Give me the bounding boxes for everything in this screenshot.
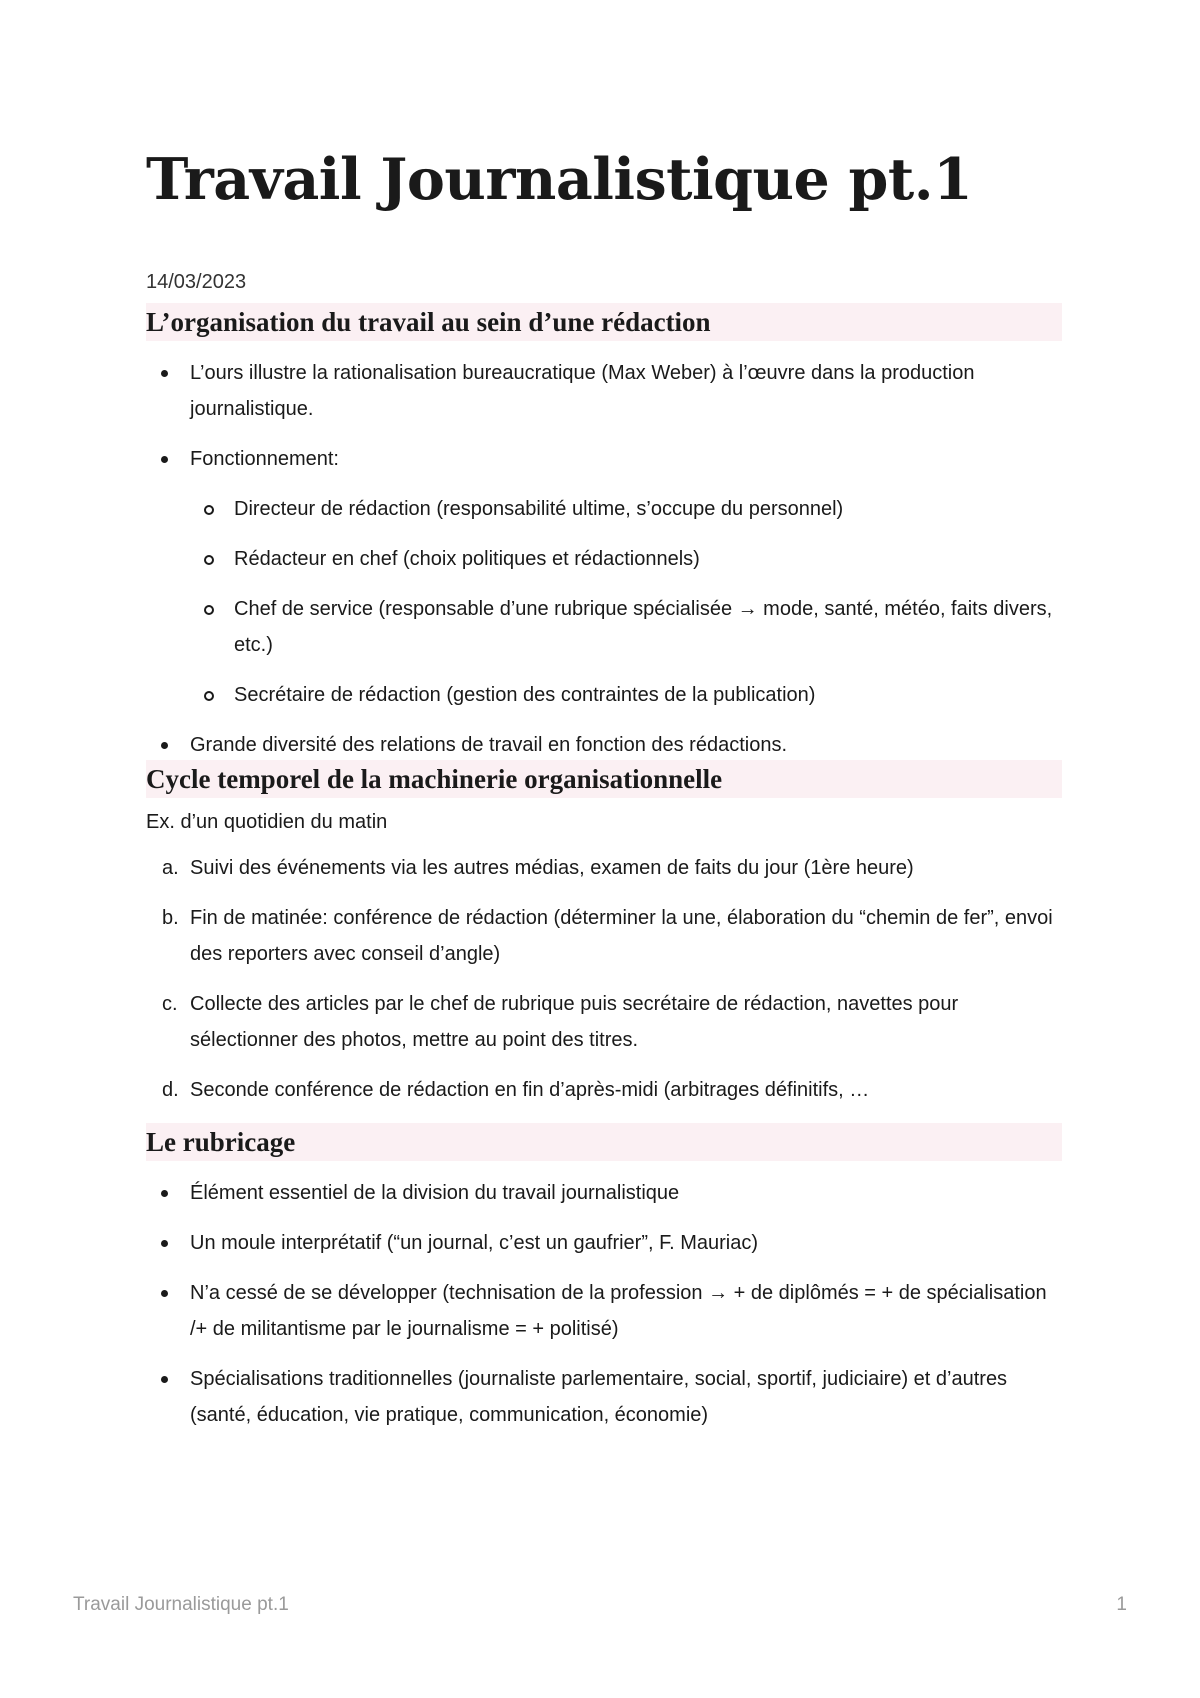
footer-title: Travail Journalistique pt.1 xyxy=(73,1594,289,1615)
ordered-list xyxy=(146,850,1062,1108)
section-heading: Cycle temporel de la machinerie organisationnelle xyxy=(146,760,1062,798)
list-item-text: Grande diversité des relations de travail en fonction des rédactions. xyxy=(190,734,788,756)
ordered-list-item xyxy=(146,1072,1062,1108)
list-item xyxy=(146,1361,1062,1433)
list-marker: d. xyxy=(162,1079,179,1101)
bullet-icon xyxy=(161,1240,168,1247)
sub-list-item-text: Rédacteur en chef (choix politiques et rédactionnels) xyxy=(234,548,700,570)
section-intro: Ex. d’un quotidien du matin xyxy=(146,811,388,833)
section-cycle-temporel xyxy=(146,760,1062,1108)
section-rubricage xyxy=(146,1123,1062,1433)
list-item-text: Élément essentiel de la division du travail journalistique xyxy=(190,1182,680,1204)
list-marker: a. xyxy=(162,857,179,879)
bullet-list xyxy=(146,355,1062,763)
section-organisation xyxy=(146,303,1062,763)
section-heading: L’organisation du travail au sein d’une rédaction xyxy=(146,303,1062,341)
sub-list-item xyxy=(190,677,1062,713)
bullet-icon xyxy=(161,370,168,377)
bullet-icon xyxy=(161,456,168,463)
list-item-text: L’ours illustre la rationalisation bureaucratique (Max Weber) à l’œuvre dans la production journalistique. xyxy=(190,362,975,420)
ordered-list-item xyxy=(146,900,1062,972)
list-item-text: Spécialisations traditionnelles (journaliste parlementaire, social, sportif, judiciaire) et d’autres (santé, éducation, vie pratique, communication, économie) xyxy=(190,1368,1008,1426)
list-item xyxy=(146,355,1062,427)
footer-page-number: 1 xyxy=(1116,1594,1127,1615)
bullet-icon xyxy=(161,1376,168,1383)
list-item-text: Un moule interprétatif (“un journal, c’est un gaufrier”, F. Mauriac) xyxy=(190,1232,759,1254)
hollow-bullet-icon xyxy=(204,555,214,565)
list-item xyxy=(146,1275,1062,1347)
section-heading: Le rubricage xyxy=(146,1123,1062,1161)
list-item xyxy=(146,1225,1062,1261)
ordered-list-item-text: Suivi des événements via les autres médias, examen de faits du jour (1ère heure) xyxy=(190,857,914,879)
document-date: 14/03/2023 xyxy=(146,271,247,293)
ordered-list-item-text: Collecte des articles par le chef de rubrique puis secrétaire de rédaction, navettes pour sélectionner des photos, mettre au point des titres. xyxy=(190,993,959,1051)
sub-bullet-list xyxy=(190,491,1062,713)
list-marker: b. xyxy=(162,907,179,929)
bullet-icon xyxy=(161,1290,168,1297)
hollow-bullet-icon xyxy=(204,605,214,615)
list-item xyxy=(146,441,1062,713)
page-title: Travail Journalistique pt.1 xyxy=(146,146,973,213)
hollow-bullet-icon xyxy=(204,691,214,701)
sub-list-item-text: Chef de service (responsable d’une rubrique spécialisée → mode, santé, météo, faits divers, etc.) xyxy=(234,598,1053,656)
hollow-bullet-icon xyxy=(204,505,214,515)
list-item-text: N’a cessé de se développer (technisation de la profession → + de diplômés = + de spécialisation /+ de militantisme par le journalisme = + politisé) xyxy=(190,1282,1047,1340)
list-item-text: Fonctionnement: xyxy=(190,448,339,470)
sub-list-item-text: Secrétaire de rédaction (gestion des contraintes de la publication) xyxy=(234,684,816,706)
sub-list-item-text: Directeur de rédaction (responsabilité ultime, s’occupe du personnel) xyxy=(234,498,844,520)
list-marker: c. xyxy=(162,993,178,1015)
list-item xyxy=(146,1175,1062,1211)
ordered-list-item-text: Seconde conférence de rédaction en fin d’après-midi (arbitrages définitifs, … xyxy=(190,1079,870,1101)
ordered-list-item xyxy=(146,850,1062,886)
list-item xyxy=(146,727,1062,763)
ordered-list-item-text: Fin de matinée: conférence de rédaction (déterminer la une, élaboration du “chemin de fer”, envoi des reporters avec conseil d’angle) xyxy=(190,907,1053,965)
bullet-icon xyxy=(161,742,168,749)
sub-list-item xyxy=(190,491,1062,527)
ordered-list-item xyxy=(146,986,1062,1058)
sub-list-item xyxy=(190,591,1062,663)
sub-list-item xyxy=(190,541,1062,577)
bullet-icon xyxy=(161,1190,168,1197)
bullet-list xyxy=(146,1175,1062,1433)
